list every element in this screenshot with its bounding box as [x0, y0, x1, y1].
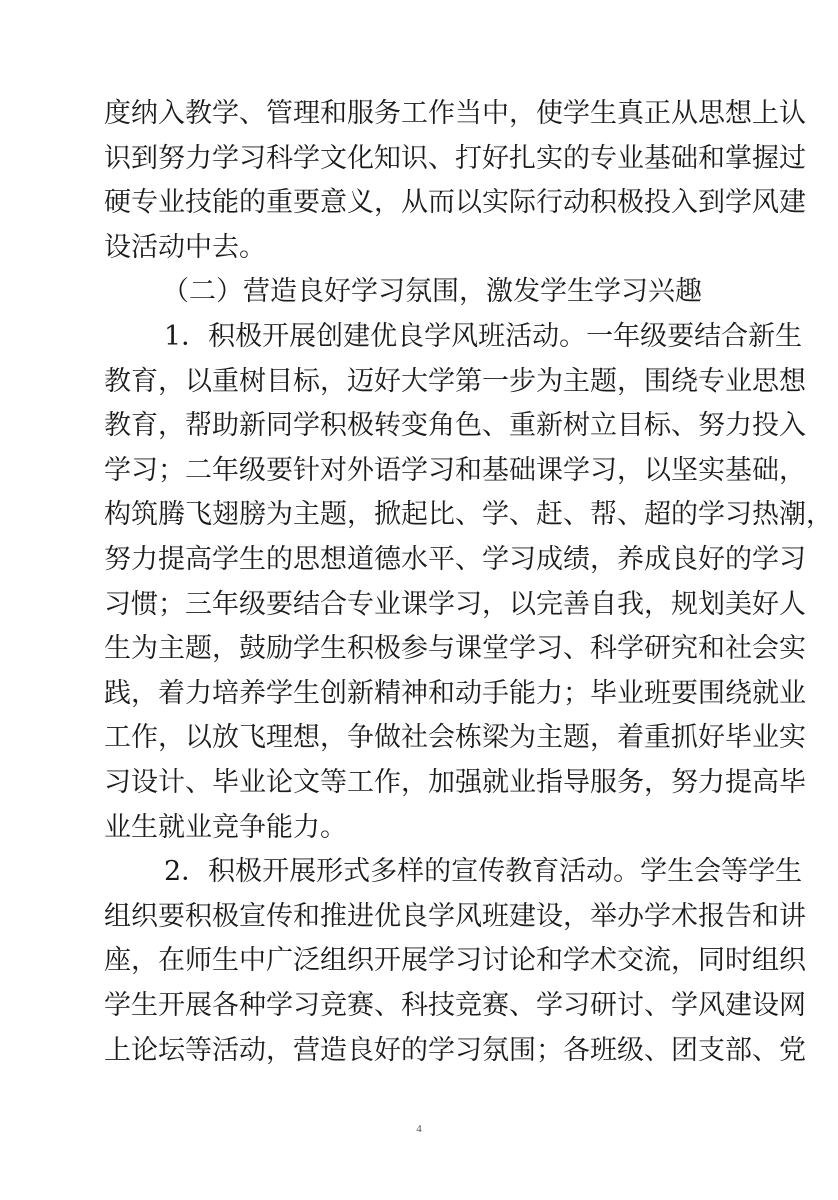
- text-line: 努力提高学生的思想道德水平、学习成绩，养成良好的学习: [104, 544, 806, 575]
- section-heading: （二）营造良好学习氛围，激发学生学习兴趣: [162, 276, 702, 307]
- text-line: 组织要积极宣传和推进优良学风班建设，举办学术报告和讲: [104, 901, 806, 932]
- text-line: 习惯；三年级要结合专业课学习，以完善自我，规划美好人: [104, 589, 806, 620]
- page-number: 4: [416, 1123, 422, 1135]
- text-line: 2．积极开展形式多样的宣传教育活动。学生会等学生: [164, 856, 803, 887]
- text-line: 设活动中去。: [104, 232, 266, 263]
- text-line: 业生就业竞争能力。: [104, 812, 347, 843]
- text-line: 践，着力培养学生创新精神和动手能力；毕业班要围绕就业: [104, 678, 806, 709]
- text-line: 工作，以放飞理想，争做社会栋梁为主题，着重抓好毕业实: [104, 722, 806, 753]
- text-line: 构筑腾飞翅膀为主题，掀起比、学、赶、帮、超的学习热潮，: [104, 499, 833, 530]
- text-line: 生为主题，鼓励学生积极参与课堂学习、科学研究和社会实: [104, 633, 806, 664]
- text-line: 识到努力学习科学文化知识、打好扎实的专业基础和掌握过: [104, 143, 806, 174]
- text-line: 习设计、毕业论文等工作，加强就业指导服务，努力提高毕: [104, 767, 806, 798]
- text-line: 硬专业技能的重要意义，从而以实际行动积极投入到学风建: [104, 187, 806, 218]
- text-line: 上论坛等活动，营造良好的学习氛围；各班级、团支部、党: [104, 1035, 806, 1066]
- text-line: 学习；二年级要针对外语学习和基础课学习，以坚实基础，: [104, 455, 806, 486]
- text-line: 教育，帮助新同学积极转变角色、重新树立目标、努力投入: [104, 410, 806, 441]
- text-line: 学生开展各种学习竞赛、科技竞赛、学习研讨、学风建设网: [104, 990, 806, 1021]
- text-line: 度纳入教学、管理和服务工作当中，使学生真正从思想上认: [104, 98, 806, 129]
- text-line: 1．积极开展创建优良学风班活动。一年级要结合新生: [164, 321, 803, 352]
- text-line: 座，在师生中广泛组织开展学习讨论和学术交流，同时组织: [104, 945, 806, 976]
- text-line: 教育，以重树目标，迈好大学第一步为主题，围绕专业思想: [104, 366, 806, 397]
